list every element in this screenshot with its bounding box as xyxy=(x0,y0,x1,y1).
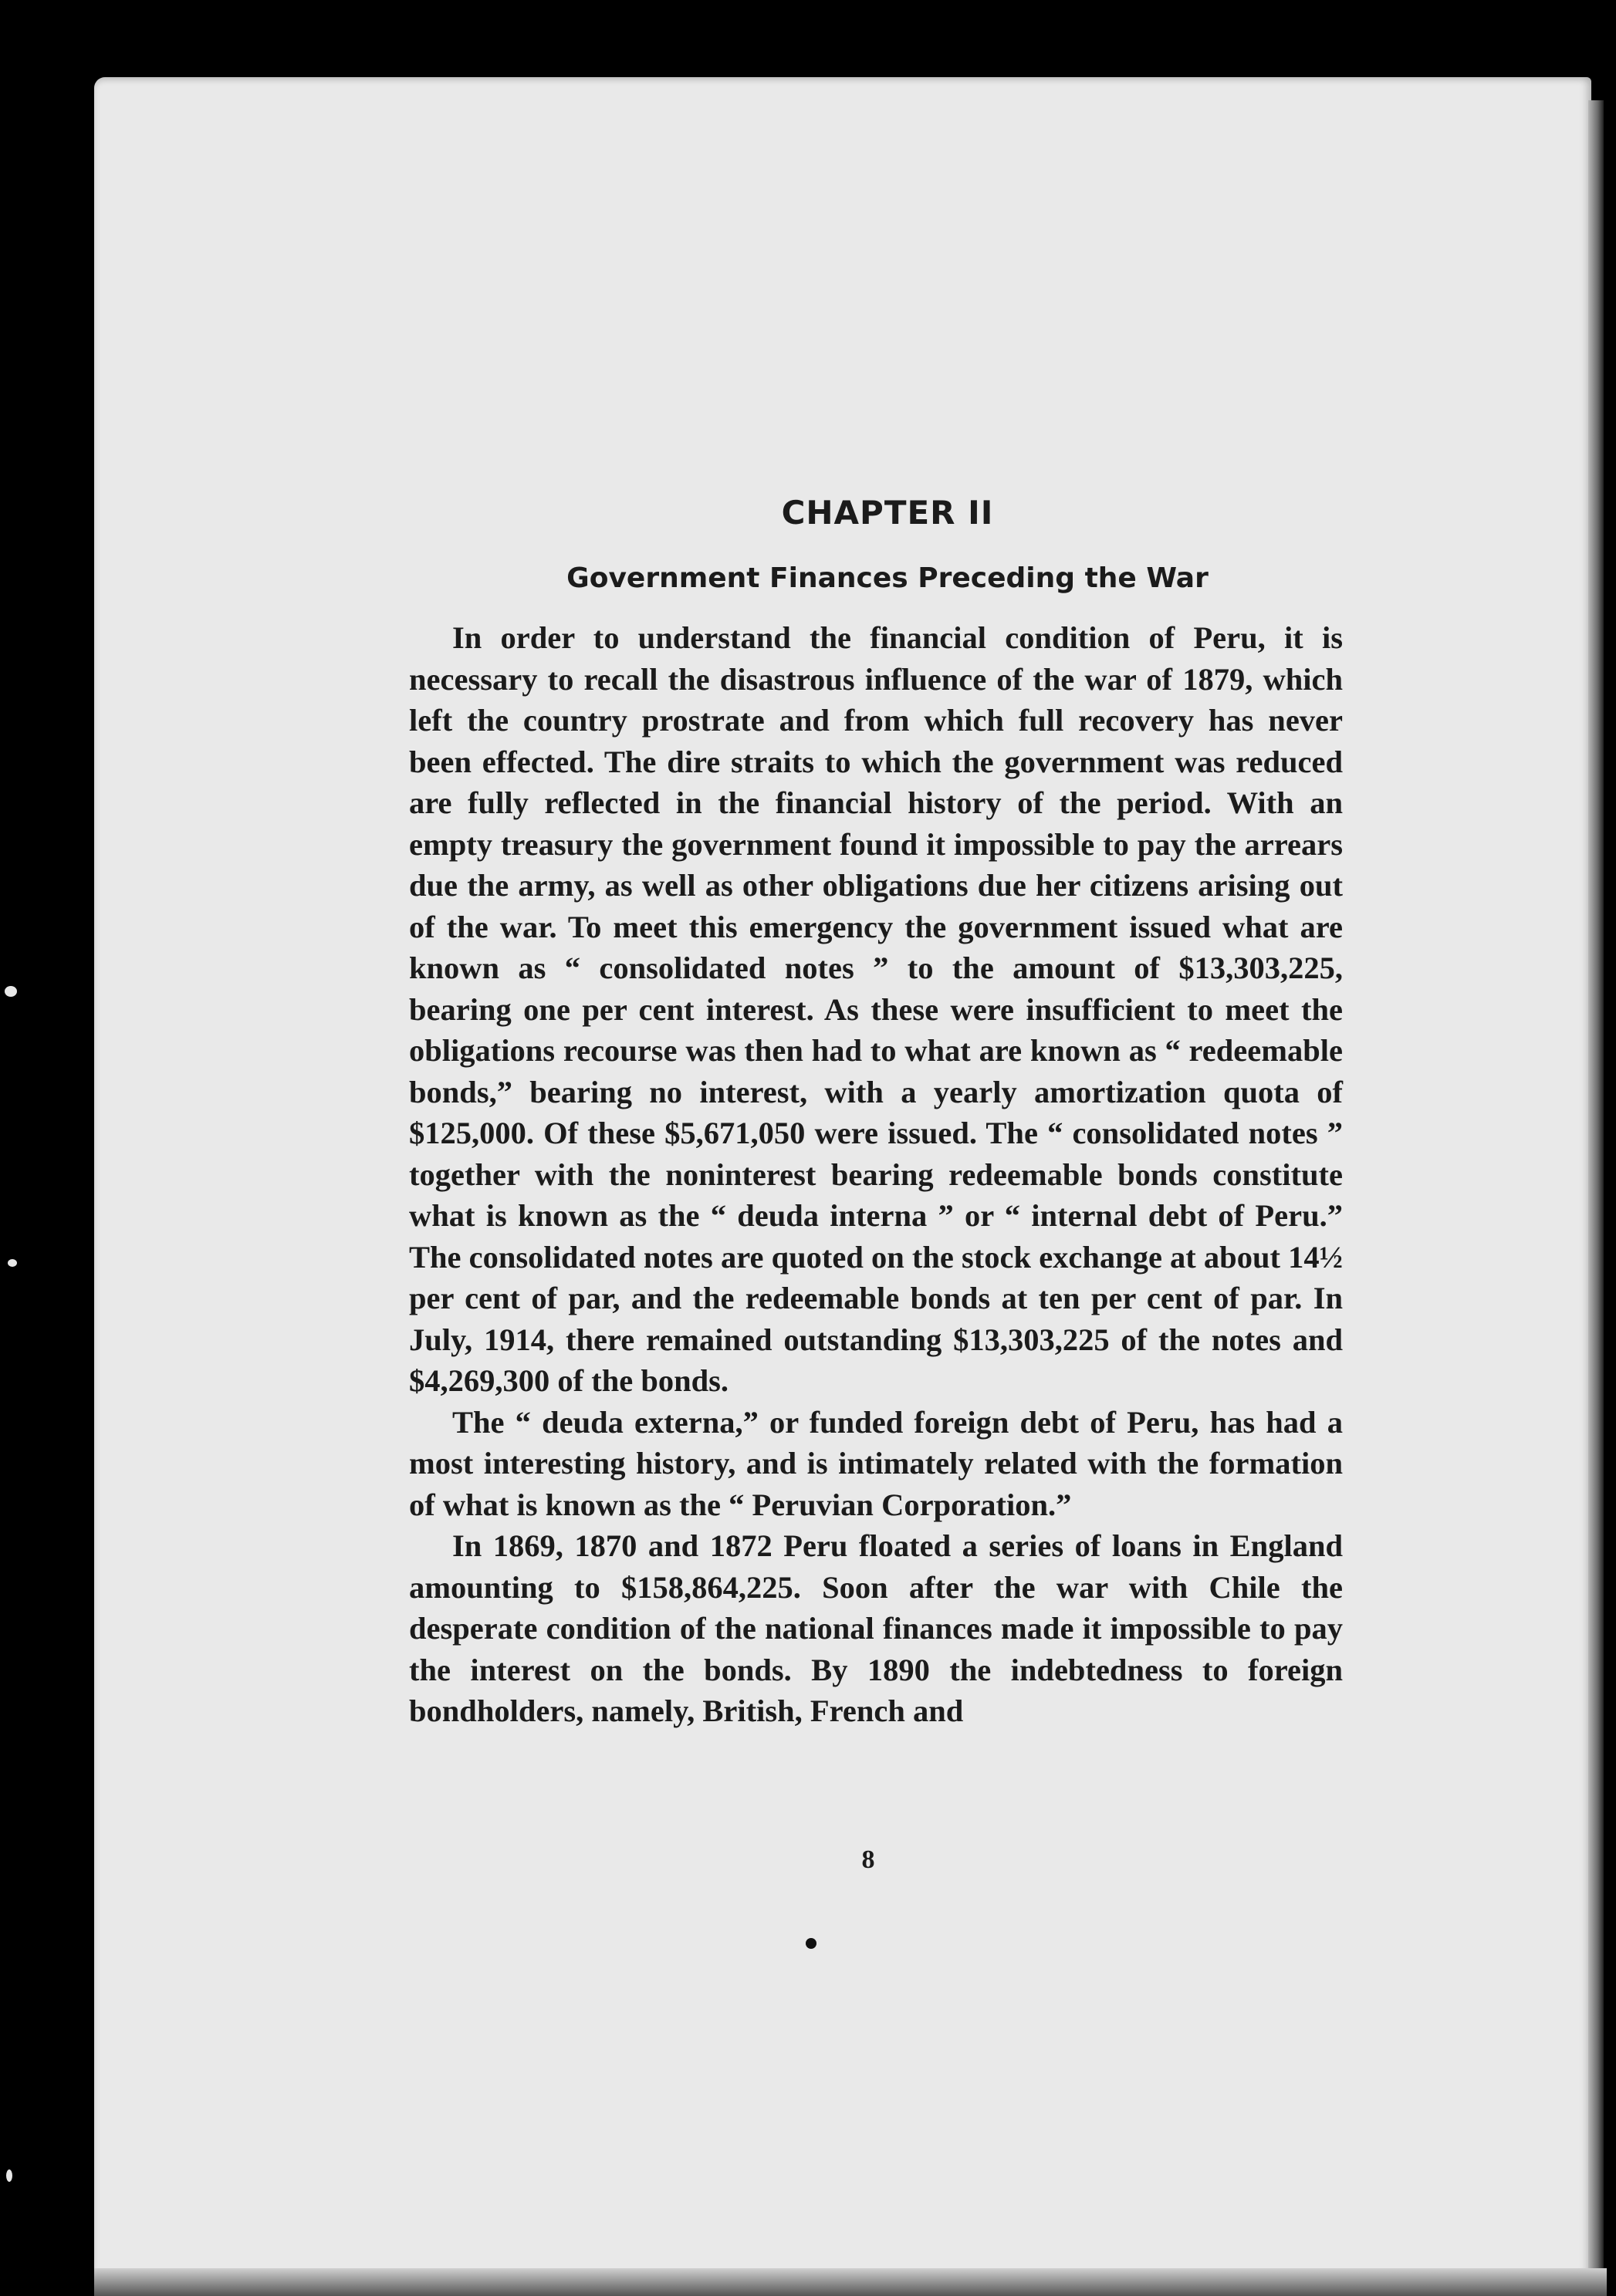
paragraph: In order to understand the financial condition of Peru, it is necessary to recall the disastrous influence of the war of 1879, which left the country prostrate and from which full recovery has never been effected. The dire straits to which the government was reduced are fully reflected in the financial history of the period. With an empty treasury the government found it impossible to pay the arrears due the army, as well as other obligations due her citizens arising out of the war. To meet this emergency the government issued what are known as “ consolidated notes ” to the amount of $13,303,225, bearing one per cent interest. As these were insufficient to meet the obligations recourse was then had to what are known as “ redeemable bonds,” bearing no interest, with a yearly amortization quota of $125,000. Of these $5,671,050 were issued. The “ consolidated notes ” together with the noninterest bearing redeemable bonds constitute what is known as the “ deuda interna ” or “ internal debt of Peru.” The consolidated notes are quoted on the stock exchange at about 14½ per cent of par, and the redeemable bonds at ten per cent of par. In July, 1914, there remained outstanding $13,303,225 of the notes and $4,269,300 of the bonds. xyxy=(409,620,1343,1398)
page-edge-bottom xyxy=(94,2268,1607,2296)
margin-blot xyxy=(8,1259,17,1267)
margin-blot xyxy=(6,2169,12,2182)
margin-blot xyxy=(5,986,17,997)
chapter-subtitle: Government Finances Preceding the War xyxy=(566,562,1209,594)
ink-dot xyxy=(806,1938,816,1949)
page-number: 8 xyxy=(861,1845,875,1874)
page-edge-right xyxy=(1588,100,1604,2296)
paragraph: The “ deuda externa,” or funded foreign debt of Peru, has had a most interesting history, and is intimately related with the formation of what is known as the “ Peruvian Corporation.” xyxy=(409,1404,1343,1522)
paragraph: In 1869, 1870 and 1872 Peru floated a series of loans in England amounting to $158,864,225. Soon after the war with Chile the desperate condition of the national finances made it impossible to pay the interest on the bonds. By 1890 the indebtedness to foreign bondholders, namely, British, French and xyxy=(409,1528,1343,1728)
chapter-title: CHAPTER II xyxy=(781,494,994,532)
page-content xyxy=(409,494,1343,1732)
body-text xyxy=(409,617,1343,1732)
